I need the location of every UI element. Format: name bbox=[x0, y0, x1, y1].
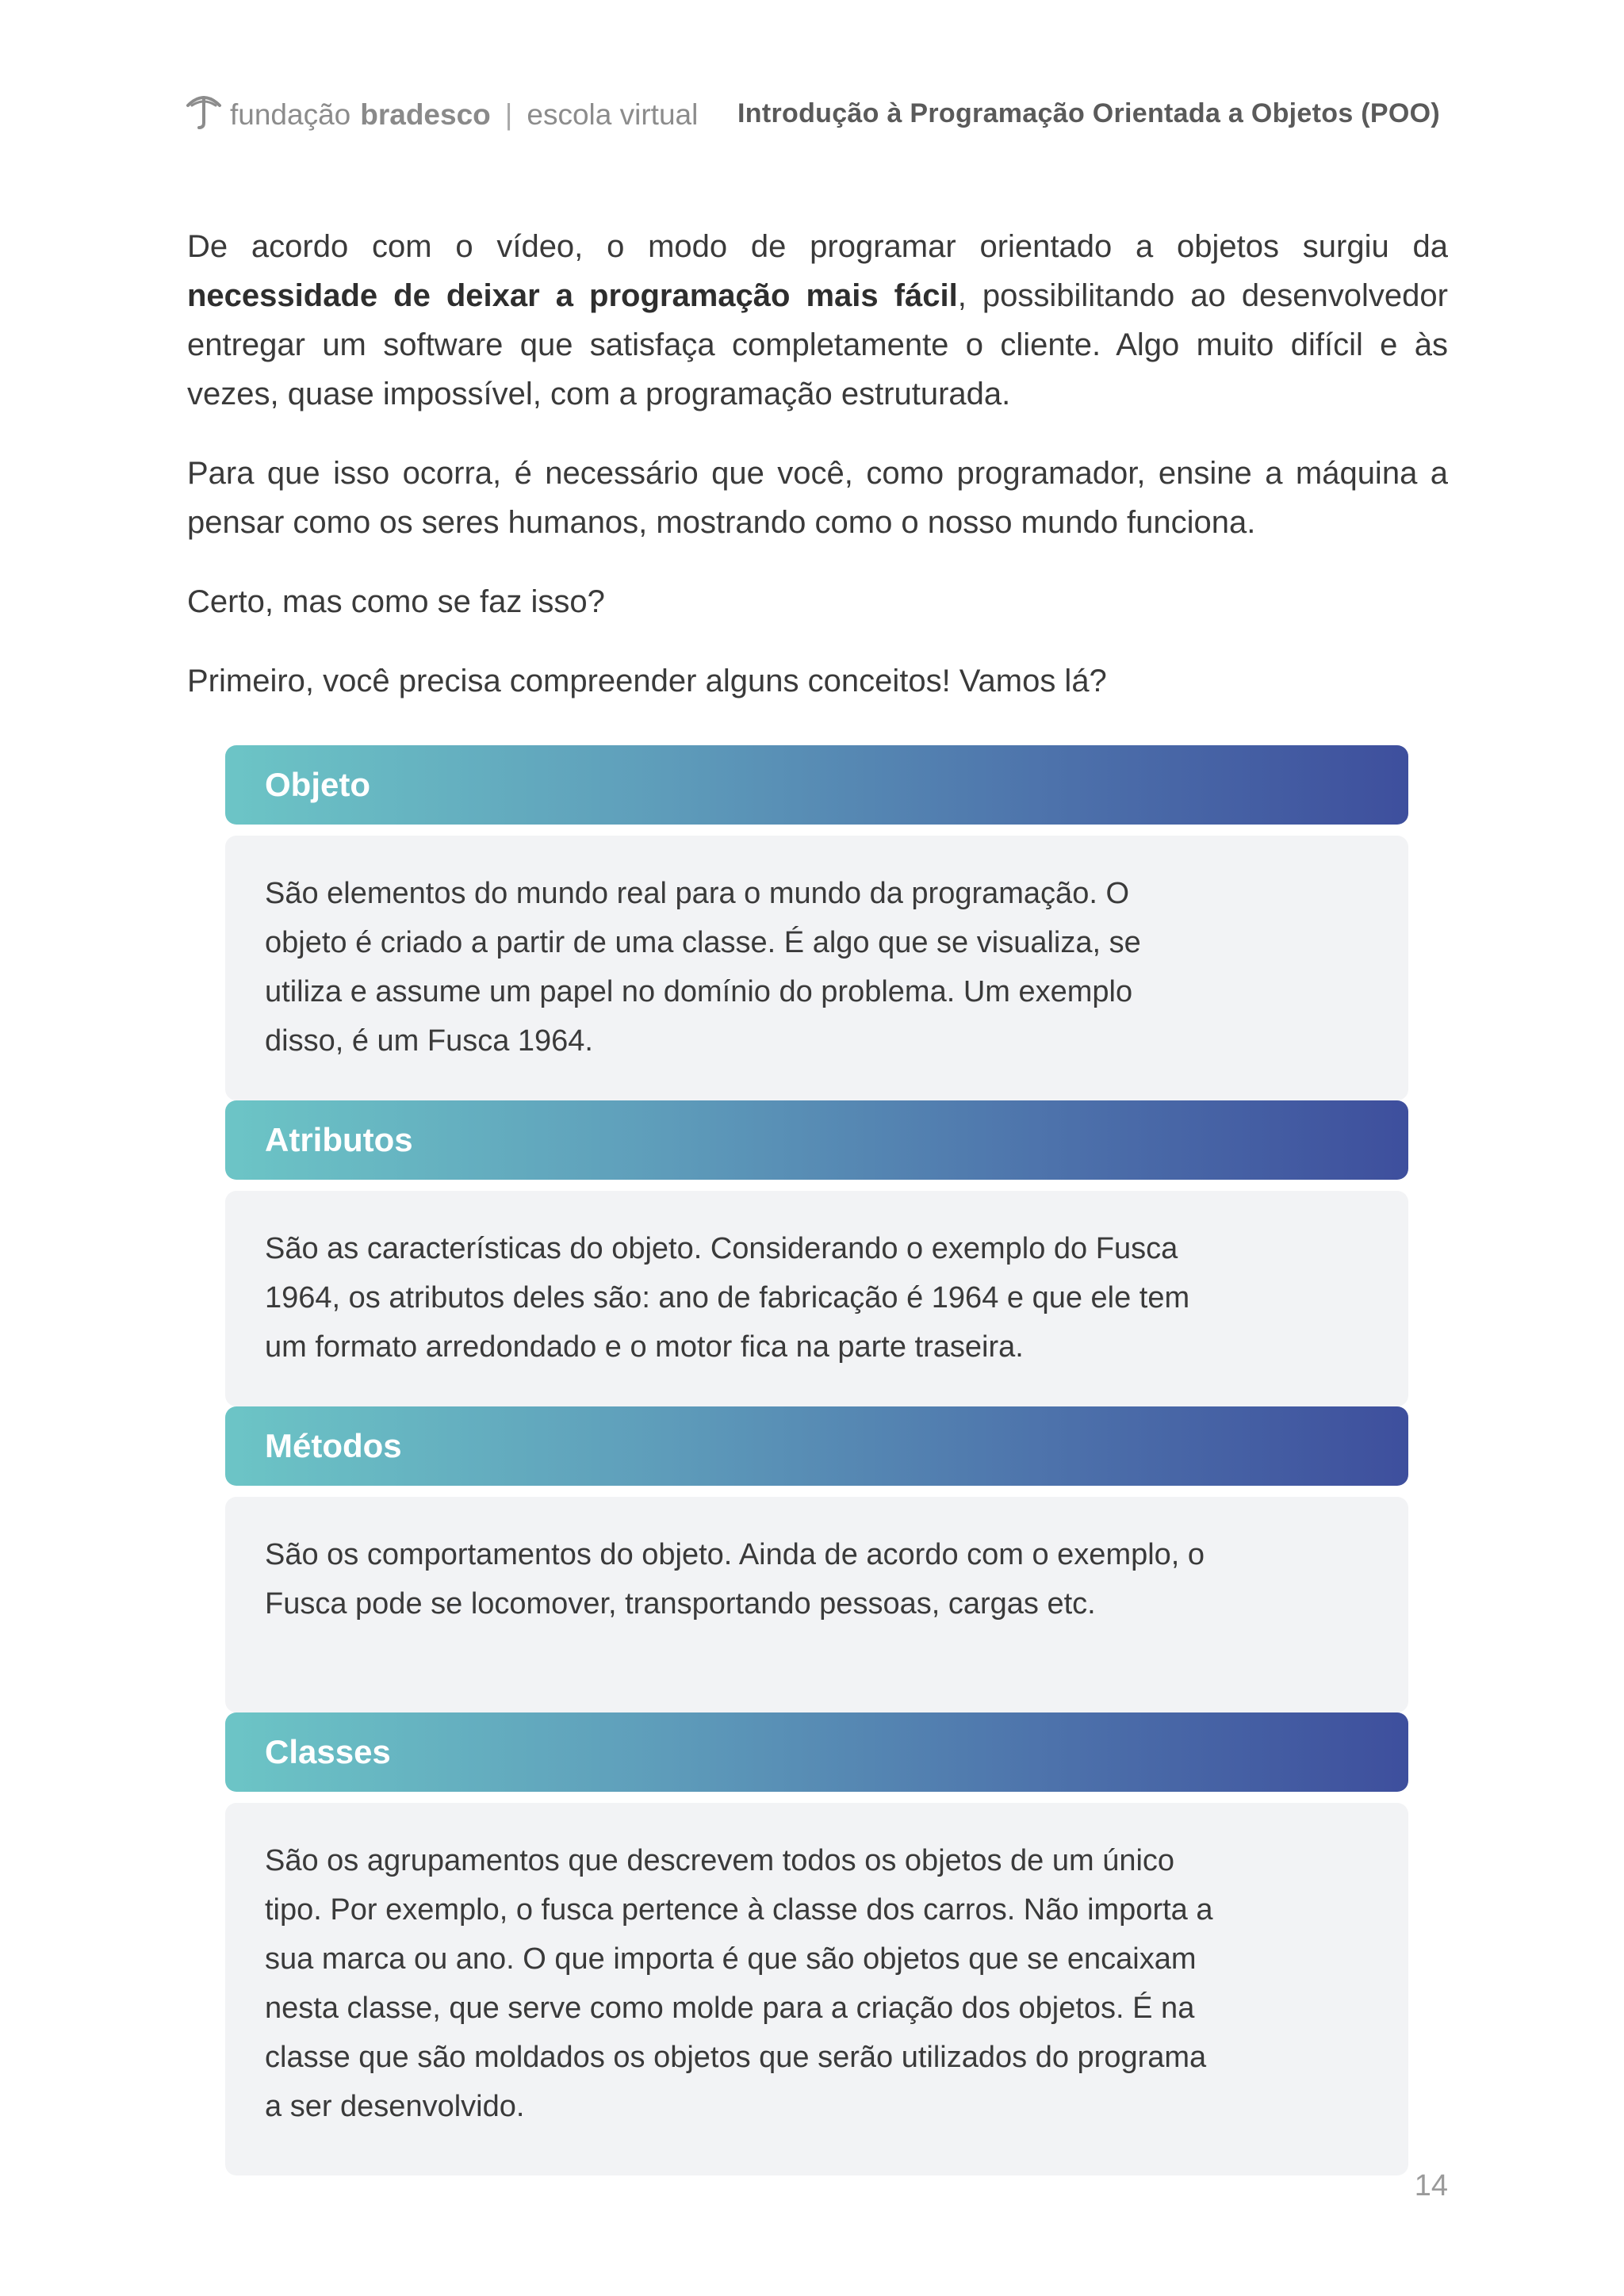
concept-objeto bbox=[225, 745, 1408, 1100]
page-number: 14 bbox=[1414, 2169, 1448, 2202]
intro-text bbox=[187, 222, 1448, 736]
paragraph-1-end: , possibilitando ao desenvolvedor entregar um software que satisfaça completamente o cliente. Algo muito difícil e às vezes, quase impossível, com a programação estruturada. bbox=[187, 278, 1448, 411]
concept-metodos bbox=[225, 1406, 1408, 1712]
logo-subtitle: escola virtual bbox=[527, 98, 699, 131]
page-header bbox=[184, 87, 1440, 143]
concept-body bbox=[225, 1191, 1408, 1406]
umbrella-logo-icon bbox=[184, 88, 224, 131]
logo-brand-light: fundação bbox=[230, 98, 351, 131]
concept-header: Métodos bbox=[225, 1406, 1408, 1486]
concept-body bbox=[225, 1803, 1408, 2175]
concept-list bbox=[225, 745, 1408, 2175]
paragraph-4: Primeiro, você precisa compreender alguns conceitos! Vamos lá? bbox=[187, 664, 1107, 698]
paragraph-3: Certo, mas como se faz isso? bbox=[187, 584, 605, 619]
concept-body bbox=[225, 836, 1408, 1100]
paragraph-1-start: De acordo com o vídeo, o modo de programar orientado a objetos surgiu da bbox=[187, 229, 1448, 264]
paragraph-2: Para que isso ocorra, é necessário que você, como programador, ensine a máquina a pensar como os seres humanos, mostrando como o nosso mundo funciona. bbox=[187, 456, 1448, 540]
logo-separator: | bbox=[504, 98, 513, 131]
concept-body bbox=[225, 1497, 1408, 1712]
concept-text: São elementos do mundo real para o mundo da programação. O objeto é criado a partir de uma classe. É algo que se visualiza, se utiliza e assume um papel no domínio do problema. Um exemplo disso, é um Fusca 1964. bbox=[265, 877, 1141, 1058]
document-title: Introdução à Programação Orientada a Objetos (POO) bbox=[737, 98, 1440, 128]
concept-text: São os comportamentos do objeto. Ainda de acordo com o exemplo, o Fusca pode se locomover, transportando pessoas, cargas etc. bbox=[265, 1538, 1205, 1621]
concept-header: Classes bbox=[225, 1712, 1408, 1792]
concept-text: São os agrupamentos que descrevem todos os objetos de um único tipo. Por exemplo, o fusca pertence à classe dos carros. Não importa a sua marca ou ano. O que importa é que são objetos que se encaixam nesta classe, que serve como molde para a criação dos objetos. É na classe que são moldados os objetos que serão utilizados do programa a ser desenvolvido. bbox=[265, 1844, 1213, 2123]
paragraph-1 bbox=[187, 222, 1448, 419]
paragraph-1-bold: necessidade de deixar a programação mais fácil bbox=[187, 278, 958, 313]
logo-brand-bold: bradesco bbox=[360, 98, 491, 131]
concept-header: Atributos bbox=[225, 1100, 1408, 1180]
concept-header: Objeto bbox=[225, 745, 1408, 825]
brand-logo bbox=[184, 87, 698, 143]
concept-atributos bbox=[225, 1100, 1408, 1406]
concept-text: São as características do objeto. Considerando o exemplo do Fusca 1964, os atributos deles são: ano de fabricação é 1964 e que ele tem um formato arredondado e o motor fica na parte traseira. bbox=[265, 1232, 1190, 1364]
concept-classes bbox=[225, 1712, 1408, 2175]
